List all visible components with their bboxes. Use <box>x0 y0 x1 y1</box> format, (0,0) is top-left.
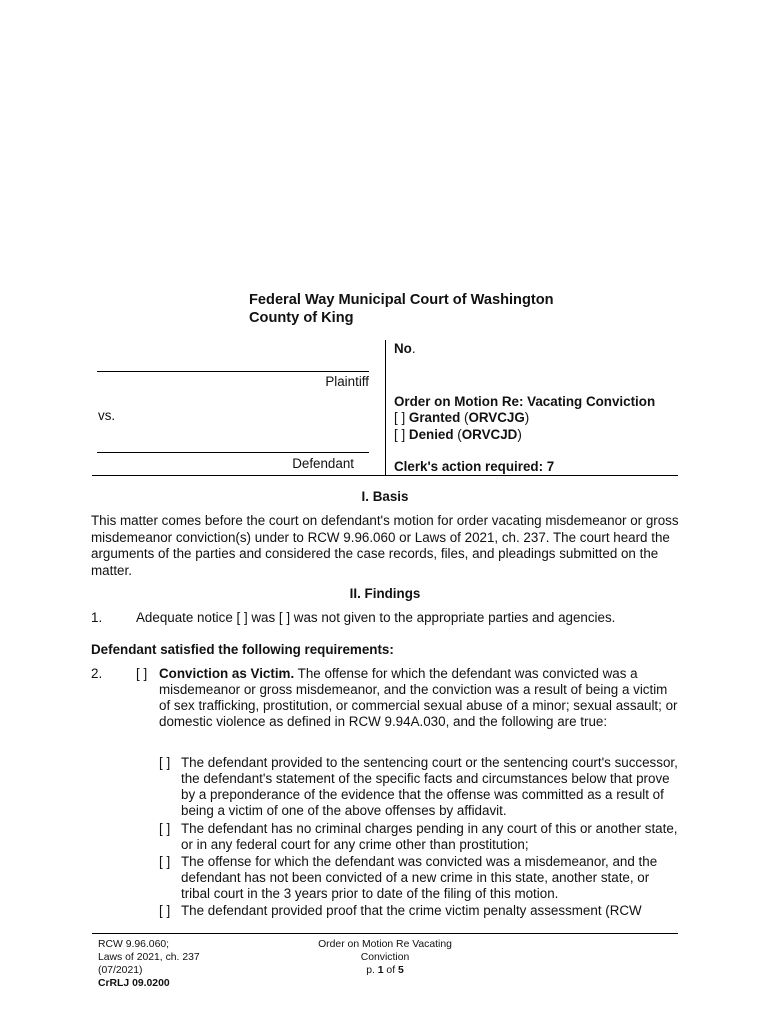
granted-label: Granted <box>408 410 461 425</box>
order-title: Order on Motion Re: Vacating Conviction <box>394 394 656 409</box>
page-number: p. 1 of 5 <box>366 965 404 976</box>
footer-laws: Laws of 2021, ch. 237 <box>98 952 200 963</box>
item-1-number: 1. <box>91 610 103 625</box>
county-name: County of King <box>249 310 354 326</box>
granted-checkbox[interactable]: [ ] <box>394 410 406 425</box>
requirements-heading: Defendant satisfied the following requirements: <box>91 642 394 657</box>
subitem-3-checkbox[interactable]: [ ] <box>159 854 171 869</box>
subitem-2-text: The defendant has no criminal charges pending in any court of this or another state, or in any federal court for any crime other than prostitution; <box>181 821 678 852</box>
subitem-1-checkbox[interactable]: [ ] <box>159 755 171 770</box>
footer-rule <box>92 933 678 934</box>
plaintiff-line <box>97 371 369 372</box>
defendant-label: Defendant <box>292 456 354 471</box>
denied-option: [ ] Denied (ORVCJD) <box>394 427 522 442</box>
item-2-text: Conviction as Victim. The offense for which the defendant was convicted was a misdemeanor or gross misdemeanor, and the conviction was a result of being a victim of sex trafficking, prostitution, or commercial sexual abuse of a minor; sexual assault; or domestic violence as defined in RCW 9.94A.030, and the following are true: <box>159 666 678 729</box>
court-name: Federal Way Municipal Court of Washington <box>249 292 554 308</box>
footer-rcw: RCW 9.96.060; <box>98 939 170 950</box>
clerk-action: Clerk's action required: 7 <box>394 459 555 474</box>
subitem-4-checkbox[interactable]: [ ] <box>159 903 171 918</box>
basis-paragraph: This matter comes before the court on defendant's motion for order vacating misdemeanor or gross misdemeanor conviction(s) under to RCW 9.96.060 or Laws of 2021, ch. 237. The court heard the arguments of the parties and considered the case records, files, and pleadings submitted on the matter. <box>91 513 679 578</box>
denied-checkbox[interactable]: [ ] <box>394 427 406 442</box>
granted-code: ORVCJG <box>468 410 525 425</box>
conviction-as-victim-title: Conviction as Victim. <box>159 666 295 681</box>
subitem-3-text: The offense for which the defendant was convicted was a misdemeanor, and the defendant has not been convicted of a new crime in this state, another state, or tribal court in the 3 years prior to date of the filing of this motion. <box>181 854 658 901</box>
case-number-label: No <box>394 341 412 356</box>
footer-date: (07/2021) <box>98 965 143 976</box>
case-number: No. <box>394 341 416 356</box>
granted-option: [ ] Granted (ORVCJG) <box>394 410 530 425</box>
denied-label: Denied <box>408 427 454 442</box>
subitem-2-checkbox[interactable]: [ ] <box>159 821 171 836</box>
item-1-notice: Adequate notice [ ] was [ ] was not given to the appropriate parties and agencies. <box>136 610 616 625</box>
court-header <box>249 291 554 327</box>
denied-code: ORVCJD <box>461 427 518 442</box>
plaintiff-label: Plaintiff <box>325 374 369 389</box>
caption-bottom-rule <box>92 475 678 476</box>
subitem-4-text: The defendant provided proof that the crime victim penalty assessment (RCW <box>181 903 642 918</box>
footer-form-number: CrRLJ 09.0200 <box>98 978 170 989</box>
footer-form-title <box>285 938 485 977</box>
footer-title-line1: Order on Motion Re Vacating <box>318 939 452 950</box>
section-findings-heading: II. Findings <box>349 586 421 601</box>
caption-divider <box>385 340 386 475</box>
defendant-line <box>97 452 369 453</box>
item-2-checkbox[interactable]: [ ] <box>136 666 148 681</box>
vs-label: vs. <box>98 408 116 423</box>
footer-citation <box>98 938 200 990</box>
section-basis-heading: I. Basis <box>361 489 409 504</box>
item-2-number: 2. <box>91 666 103 681</box>
subitem-1-text: The defendant provided to the sentencing court or the sentencing court's successor, the defendant's statement of the specific facts and circumstances below that prove by a preponderance of the evidence that the offense was committed as a result of being a victim of one of the above offenses by affidavit. <box>181 755 678 818</box>
footer-title-line2: Conviction <box>360 952 410 963</box>
